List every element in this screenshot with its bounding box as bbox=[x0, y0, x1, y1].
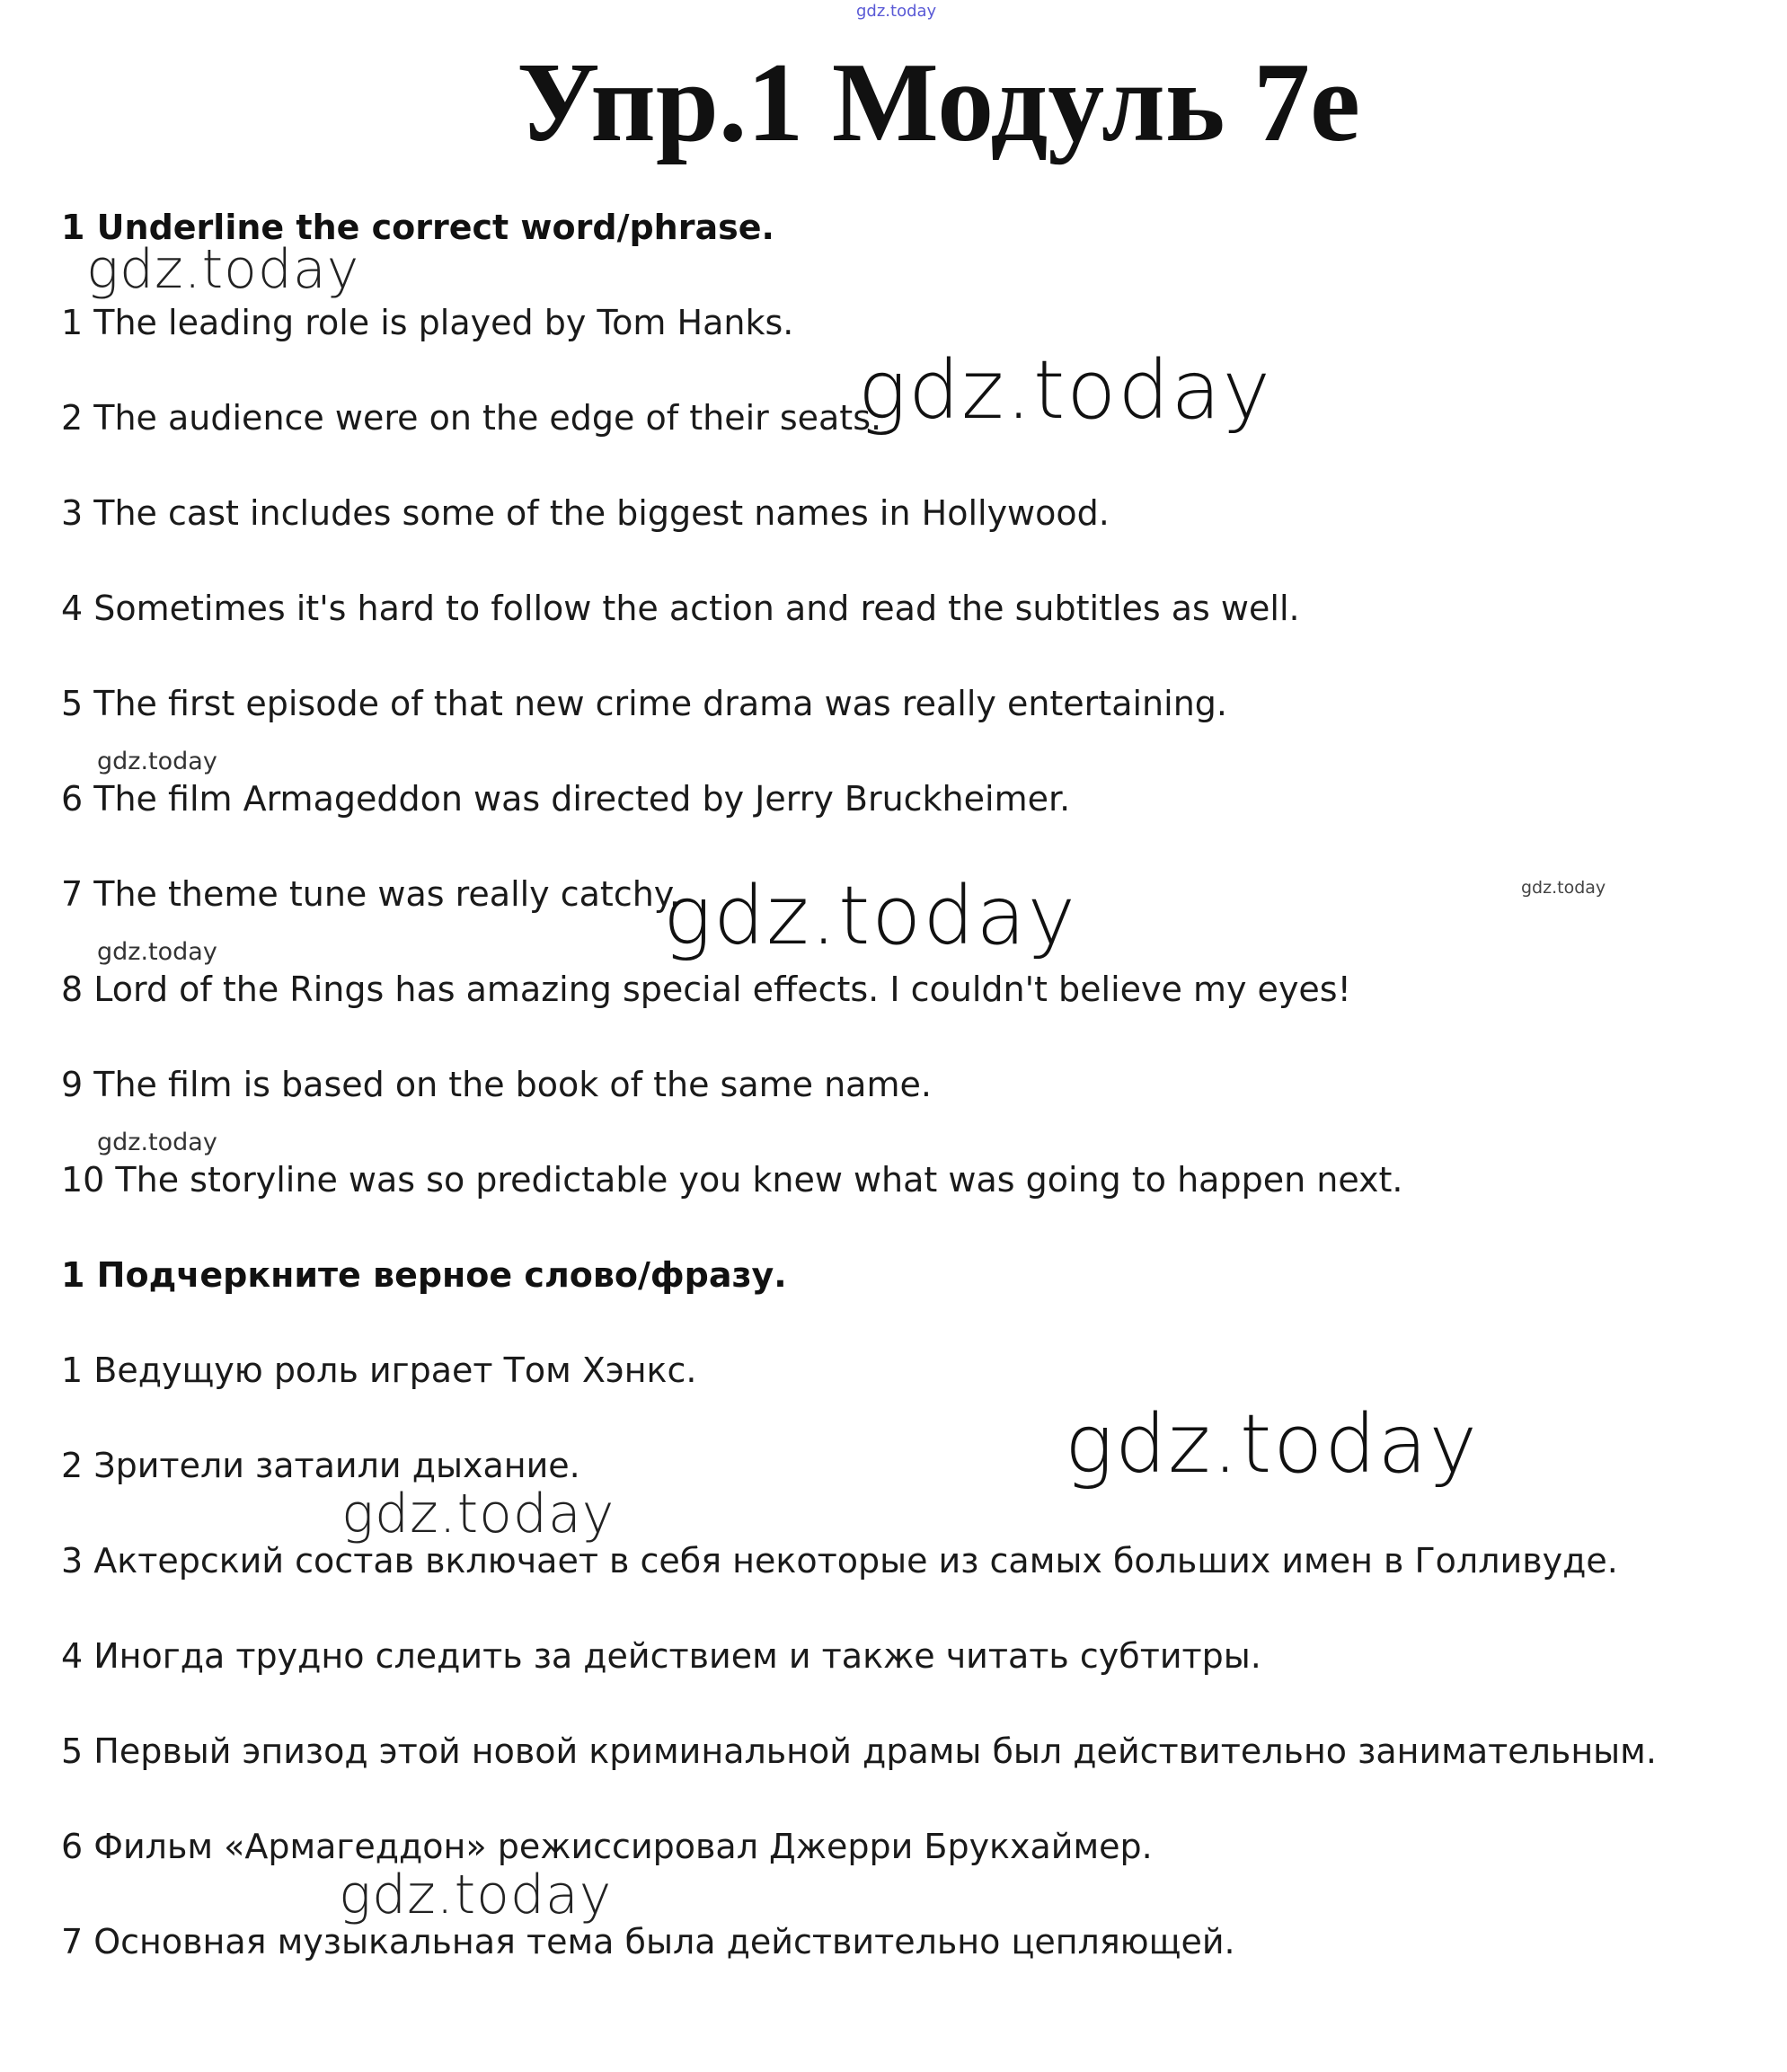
watermark-4: gdz.today bbox=[663, 869, 1077, 963]
watermark-8: gdz.today bbox=[1065, 1397, 1479, 1492]
english-item-5: 5 The first episode of that new crime drama was really entertaining. bbox=[61, 684, 1227, 723]
page-title: Упр.1 Модуль 7e bbox=[517, 40, 1360, 165]
watermark-2: gdz.today bbox=[858, 343, 1272, 438]
english-item-6: 6 The film Armageddon was directed by Jerry Bruckheimer. bbox=[61, 779, 1071, 819]
russian-item-6: 6 Фильм «Армагеддон» режиссировал Джерри Брукхаймер. bbox=[61, 1827, 1153, 1866]
watermark-6: gdz.today bbox=[97, 938, 217, 966]
english-item-3: 3 The cast includes some of the biggest names in Hollywood. bbox=[61, 493, 1110, 533]
russian-item-4: 4 Иногда трудно следить за действием и также читать субтитры. bbox=[61, 1636, 1261, 1676]
watermark-7: gdz.today bbox=[97, 1129, 217, 1156]
russian-item-5: 5 Первый эпизод этой новой криминальной драмы был действительно занимательным. bbox=[61, 1731, 1657, 1771]
english-heading: 1 Underline the correct word/phrase. bbox=[61, 208, 774, 247]
russian-heading: 1 Подчеркните верное слово/фразу. bbox=[61, 1255, 787, 1295]
watermark-top: gdz.today bbox=[856, 2, 937, 21]
english-item-7: 7 The theme tune was really catchy. bbox=[61, 874, 680, 914]
russian-item-2: 2 Зрители затаили дыхание. bbox=[61, 1446, 580, 1485]
watermark-3: gdz.today bbox=[97, 748, 217, 775]
english-item-9: 9 The film is based on the book of the same name. bbox=[61, 1065, 932, 1104]
watermark-10: gdz.today bbox=[339, 1864, 613, 1926]
watermark-1: gdz.today bbox=[86, 238, 360, 301]
english-item-2: 2 The audience were on the edge of their seats. bbox=[61, 398, 882, 438]
english-item-4: 4 Sometimes it's hard to follow the action and read the subtitles as well. bbox=[61, 589, 1300, 628]
english-item-8: 8 Lord of the Rings has amazing special effects. I couldn't believe my eyes! bbox=[61, 970, 1351, 1009]
watermark-9: gdz.today bbox=[341, 1483, 615, 1545]
watermark-5: gdz.today bbox=[1521, 878, 1606, 898]
english-item-1: 1 The leading role is played by Tom Hanks. bbox=[61, 303, 794, 342]
russian-item-7: 7 Основная музыкальная тема была действительно цепляющей. bbox=[61, 1922, 1235, 1961]
russian-item-3: 3 Актерский состав включает в себя некоторые из самых больших имен в Голливуде. bbox=[61, 1541, 1618, 1581]
russian-item-1: 1 Ведущую роль играет Том Хэнкс. bbox=[61, 1350, 697, 1390]
english-item-10: 10 The storyline was so predictable you knew what was going to happen next. bbox=[61, 1160, 1403, 1200]
